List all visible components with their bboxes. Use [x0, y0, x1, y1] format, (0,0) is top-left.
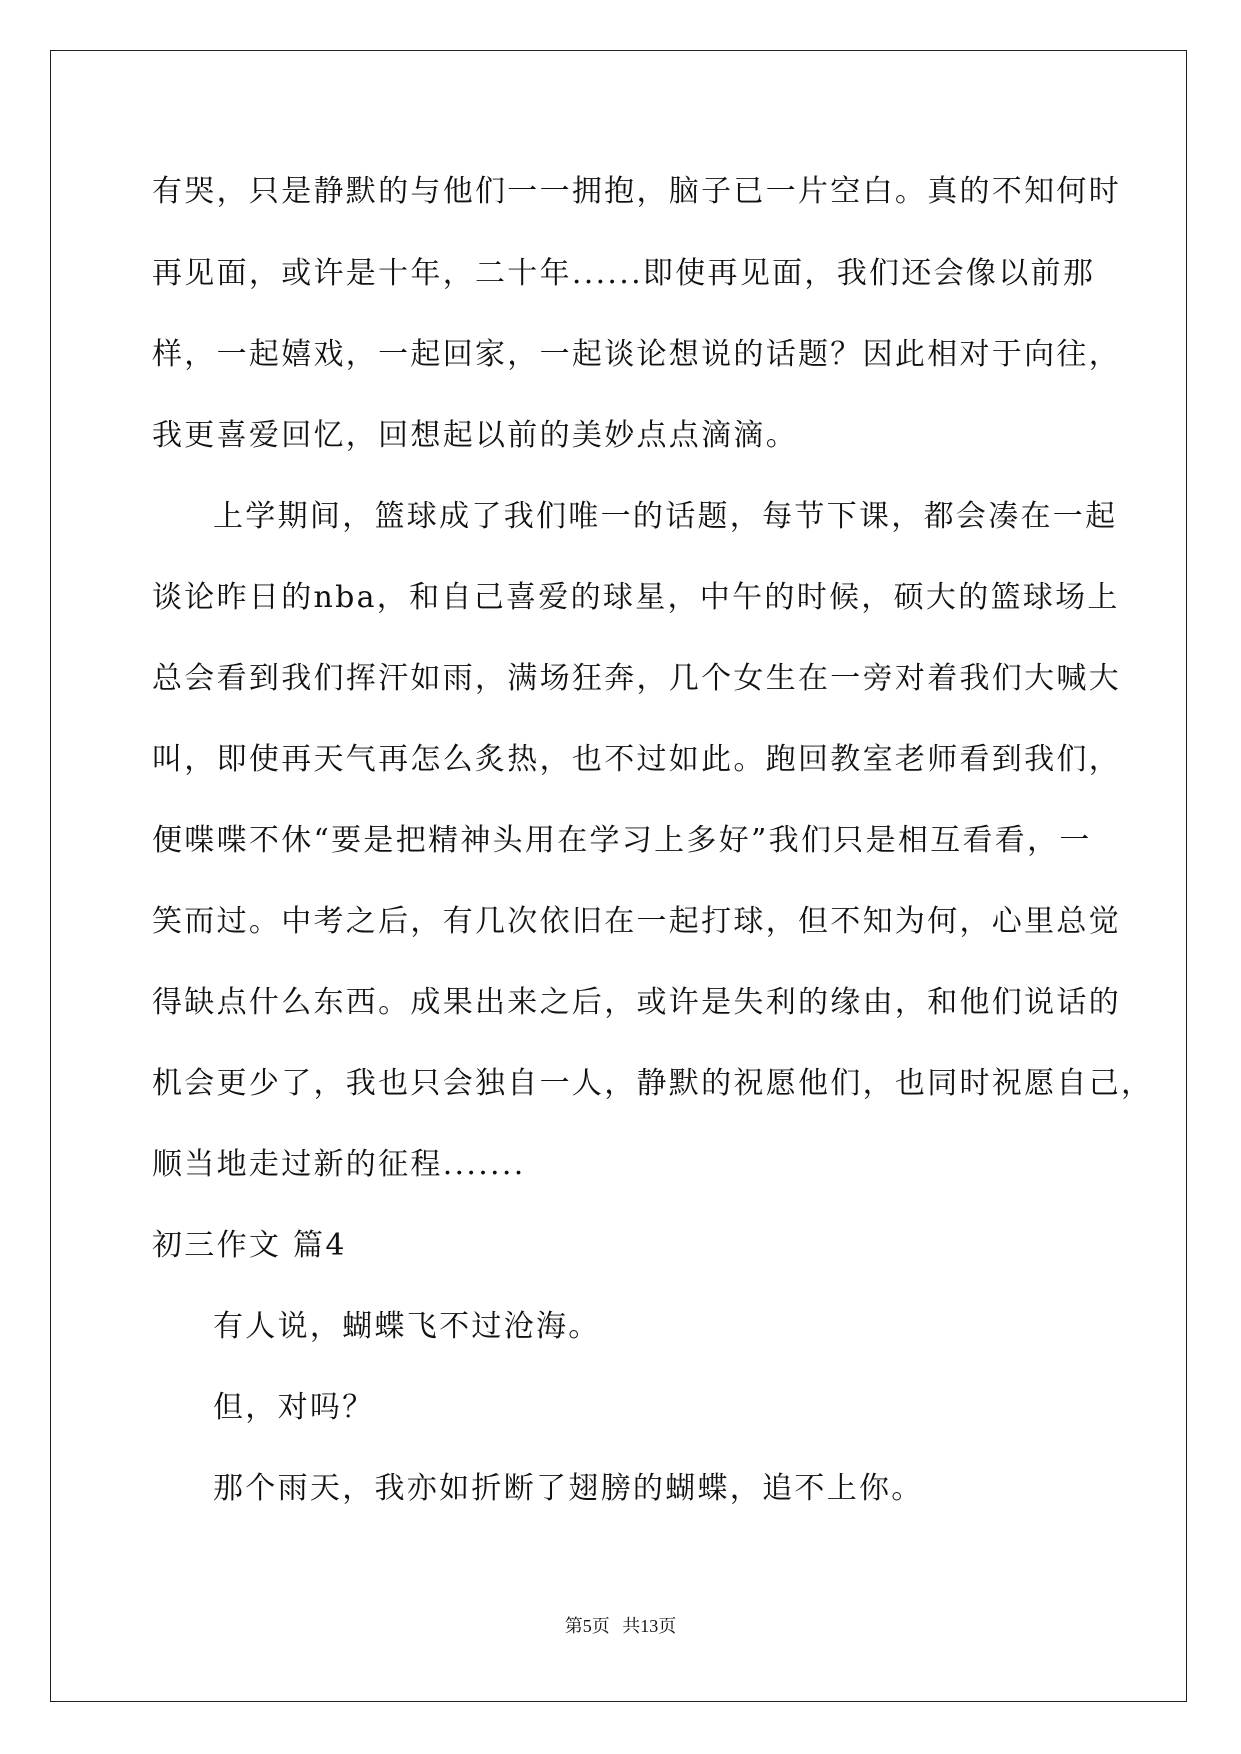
- page-number: 第5页: [564, 1616, 610, 1636]
- page-footer: [0, 1612, 1241, 1638]
- text-line: 顺当地走过新的征程.......: [152, 1147, 526, 1182]
- paragraph-start-line: 但，对吗？: [213, 1390, 375, 1425]
- text-line: 总会看到我们挥汗如雨，满场狂奔，几个女生在一旁对着我们大喊大: [152, 661, 1121, 696]
- text-line: 机会更少了，我也只会独自一人，静默的祝愿他们，也同时祝愿自己，: [152, 1066, 1154, 1101]
- text-line: 样，一起嬉戏，一起回家，一起谈论想说的话题？因此相对于向往，: [152, 337, 1121, 372]
- text-line: 叫，即使再天气再怎么炙热，也不过如此。跑回教室老师看到我们，: [152, 742, 1121, 777]
- paragraph-start-line: 那个雨天，我亦如折断了翅膀的蝴蝶，追不上你。: [213, 1471, 924, 1506]
- paragraph-start-line: 有人说，蝴蝶飞不过沧海。: [213, 1309, 601, 1344]
- text-line: 我更喜爱回忆，回想起以前的美妙点点滴滴。: [152, 418, 798, 453]
- text-line: 得缺点什么东西。成果出来之后，或许是失利的缘由，和他们说话的: [152, 985, 1121, 1020]
- page-total: 共13页: [622, 1616, 677, 1636]
- text-line: 再见面，或许是十年，二十年......即使再见面，我们还会像以前那: [152, 256, 1096, 291]
- text-line: 便喋喋不休“要是把精神头用在学习上多好”我们只是相互看看，一: [152, 823, 1092, 858]
- section-heading: 初三作文 篇4: [152, 1228, 347, 1263]
- text-line: 谈论昨日的nba，和自己喜爱的球星，中午的时候，硕大的篮球场上: [152, 580, 1120, 615]
- page-border: [50, 50, 1187, 1702]
- text-line: 笑而过。中考之后，有几次依旧在一起打球，但不知为何，心里总觉: [152, 904, 1121, 939]
- text-line: 有哭，只是静默的与他们一一拥抱，脑子已一片空白。真的不知何时: [152, 174, 1121, 209]
- paragraph-start-line: 上学期间，篮球成了我们唯一的话题，每节下课，都会凑在一起: [213, 499, 1118, 534]
